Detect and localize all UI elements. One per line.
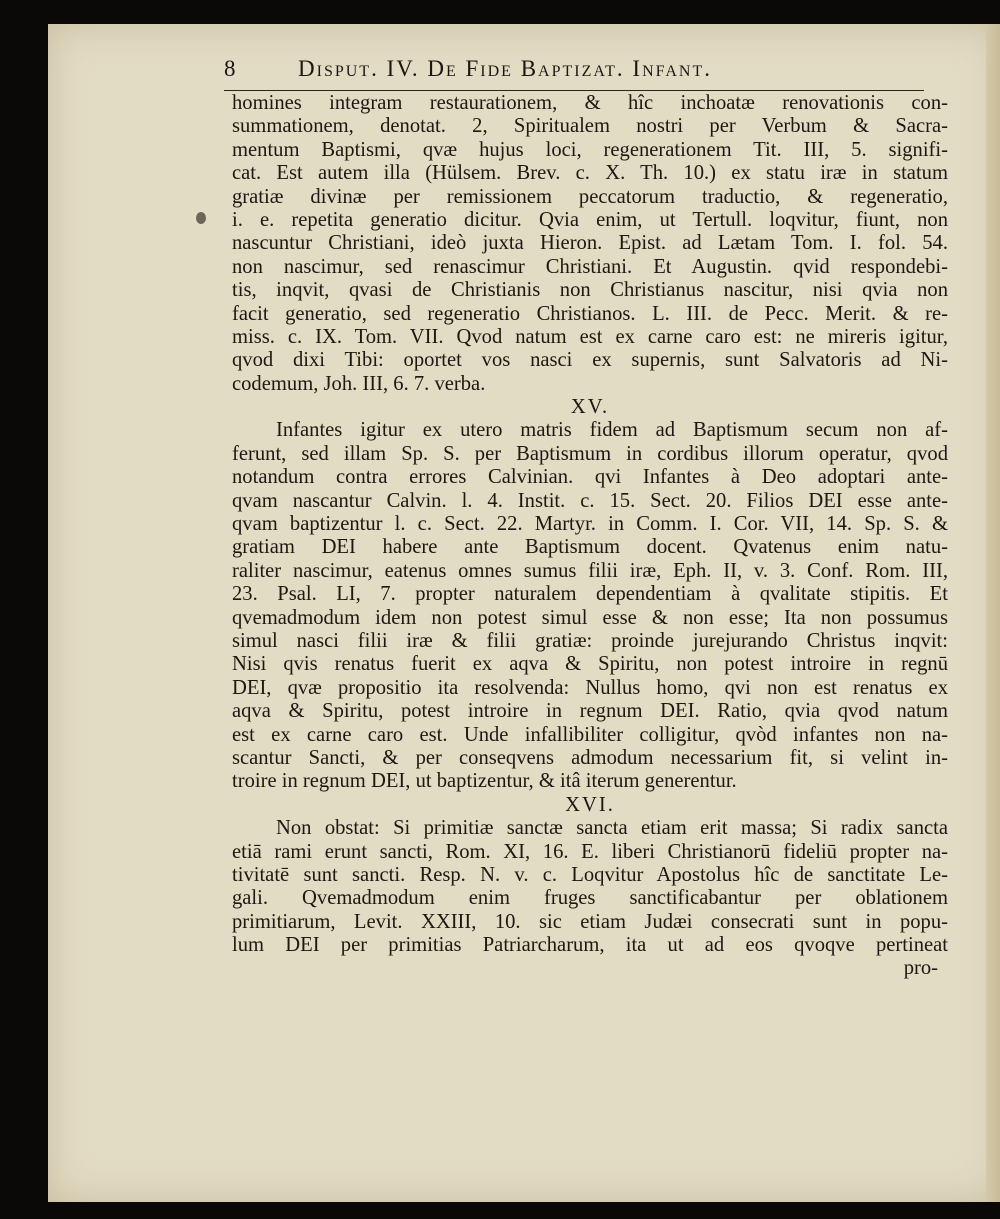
text-line: qvemadmodum idem non potest simul esse & non esse; Ita non possumus	[232, 606, 948, 629]
text-line: mentum Baptismi, qvæ hujus loci, regenerationem Tit. III, 5. signifi-	[232, 138, 948, 161]
text-line: non nascimur, sed renascimur Christiani. Et Augustin. qvid respondebi-	[232, 255, 948, 278]
page-number: 8	[224, 56, 238, 81]
text-line: ferunt, sed illam Sp. S. per Baptismum in cordibus illorum operatur, qvod	[232, 442, 948, 465]
text-line: gratiam DEI habere ante Baptismum docent. Qvatenus enim natu-	[232, 536, 948, 559]
text-line: i. e. repetita generatio dicitur. Qvia enim, ut Tertull. loqvitur, fiunt, non	[232, 208, 948, 231]
section-heading-xvi: XVI.	[565, 793, 615, 816]
text-line: est ex carne caro est. Unde infallibiliter colligitur, qvòd infantes non na-	[232, 723, 948, 746]
text-line: miss. c. IX. Tom. VII. Qvod natum est ex carne caro est: ne mireris igitur,	[232, 325, 948, 348]
text-line: summationem, denotat. 2, Spiritualem nostri per Verbum & Sacra-	[232, 115, 948, 138]
text-line: notandum contra errores Calvinian. qvi Infantes à Deo adoptari ante-	[232, 466, 948, 489]
text-line: primitiarum, Levit. XXIII, 10. sic etiam Judæi consecrati sunt in popu-	[232, 910, 948, 933]
text-line: tis, inqvit, qvasi de Christianis non Christianus nascitur, nisi qvia non	[232, 279, 948, 302]
text-line: tivitatē sunt sancti. Resp. N. v. c. Loqvitur Apostolus hîc de sanctitate Le-	[232, 863, 948, 886]
text-line: troire in regnum DEI, ut baptizentur, & itâ iterum generentur.	[232, 770, 737, 793]
header-rule	[224, 90, 924, 91]
text-line: Nisi qvis renatus fuerit ex aqva & Spiritu, non potest introire in regnū	[232, 653, 948, 676]
text-line: homines integram restaurationem, & hîc inchoatæ renovationis con-	[232, 92, 948, 114]
text-line: DEI, qvæ propositio ita resolvenda: Nullus homo, qvi non est renatus ex	[232, 676, 948, 699]
text-line: facit generatio, sed regeneratio Christianos. L. III. de Pecc. Merit. & re-	[232, 302, 948, 325]
text-line: gali. Qvemadmodum enim fruges sanctificabantur per oblationem	[232, 887, 948, 910]
text-line: qvam baptizentur l. c. Sect. 22. Martyr. in Comm. I. Cor. VII, 14. Sp. S. &	[232, 513, 948, 536]
text-line: raliter nascimur, eatenus omnes sumus filii iræ, Eph. II, v. 3. Conf. Rom. III,	[232, 559, 948, 582]
ink-spot	[196, 212, 206, 224]
book-page	[48, 24, 1000, 1202]
section-heading-xv: XV.	[570, 396, 610, 419]
text-line: qvod dixi Tibi: oportet vos nasci ex supernis, sunt Salvatoris ad Ni-	[232, 349, 948, 372]
text-line: aqva & Spiritu, potest introire in regnum DEI. Ratio, qvia qvod natum	[232, 700, 948, 723]
page-header	[224, 54, 904, 88]
catchword: pro-	[903, 957, 938, 980]
running-title: Disput. IV. De Fide Baptizat. Infant.	[298, 56, 712, 81]
text-line: Non obstat: Si primitiæ sanctæ sancta etiam erit massa; Si radix sancta	[276, 817, 948, 840]
text-line: cat. Est autem illa (Hülsem. Brev. c. X. Th. 10.) ex statu iræ in statum	[232, 162, 948, 185]
text-line: simul nasci filii iræ & filii gratiæ: proinde jurejurando Christus inqvit:	[232, 629, 948, 652]
text-line: Infantes igitur ex utero matris fidem ad Baptismum secum non af-	[276, 419, 948, 442]
text-line: lum DEI per primitias Patriarcharum, ita ut ad eos qvoqve pertineat	[232, 934, 948, 957]
text-line: gratiæ divinæ per remissionem peccatorum traductio, & regeneratio,	[232, 185, 948, 208]
text-line: scantur Sancti, & per conseqvens admodum necessarium fit, si velint in-	[232, 746, 948, 769]
text-line: etiā rami erunt sancti, Rom. XI, 16. E. liberi Christianorū fideliū propter na-	[232, 840, 948, 863]
text-line: codemum, Joh. III, 6. 7. verba.	[232, 372, 486, 395]
text-line: qvam nascantur Calvin. l. 4. Instit. c. 15. Sect. 20. Filios DEI esse ante-	[232, 489, 948, 512]
text-line: 23. Psal. LI, 7. propter naturalem dependentiam à qvalitate stipitis. Et	[232, 583, 948, 606]
page-edge	[986, 24, 1000, 1202]
body-text	[232, 92, 948, 981]
text-line: nascuntur Christiani, ideò juxta Hieron. Epist. ad Lætam Tom. I. fol. 54.	[232, 232, 948, 255]
